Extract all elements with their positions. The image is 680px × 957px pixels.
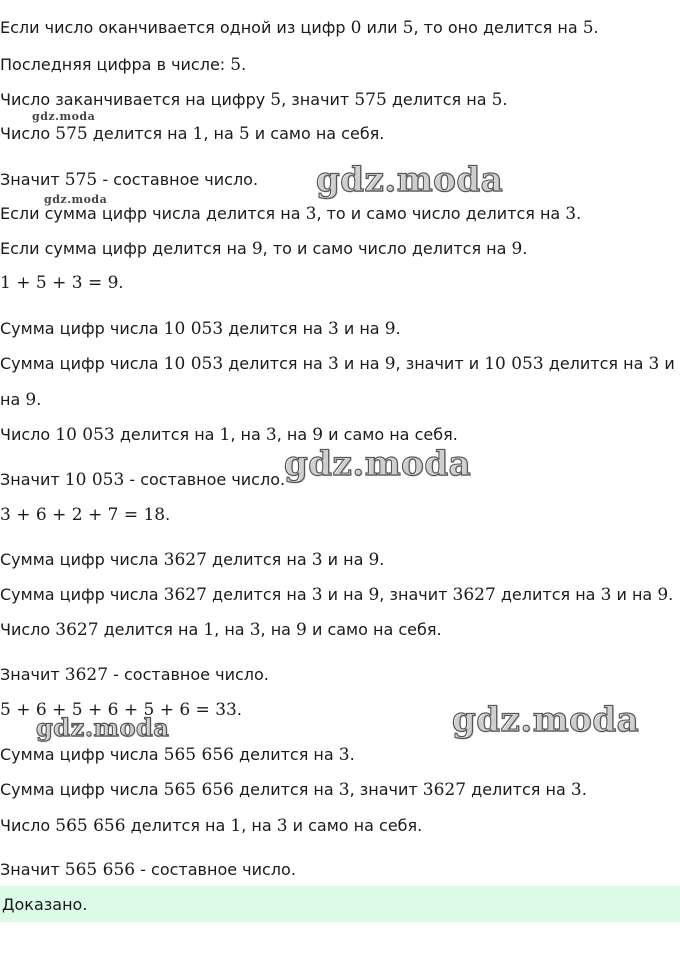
text-line	[0, 745, 355, 765]
text-line	[0, 550, 384, 570]
math-value: 3	[338, 780, 350, 800]
text-fragment: делится на	[233, 780, 339, 799]
text-fragment: , на	[214, 620, 250, 639]
text-fragment: .	[668, 585, 674, 604]
text-fragment: Число	[0, 620, 56, 639]
text-line	[0, 620, 442, 640]
text-fragment: и на	[322, 550, 369, 569]
math-value: 10 053	[64, 470, 125, 490]
conclusion-banner	[0, 886, 680, 922]
math-value: 9	[384, 319, 396, 339]
text-fragment: делится на	[114, 425, 220, 444]
text-fragment: .	[241, 55, 247, 74]
math-value: 1	[192, 124, 204, 144]
text-line	[0, 585, 673, 605]
math-value: 5	[491, 90, 503, 110]
watermark-small: gdz.moda	[44, 193, 108, 206]
text-fragment: Число	[0, 816, 56, 835]
math-value: 9	[368, 550, 380, 570]
math-value: 3	[570, 780, 582, 800]
math-value: 1	[230, 816, 242, 836]
text-fragment: .	[349, 745, 355, 764]
math-value: 10 053	[163, 354, 224, 374]
text-fragment: Сумма цифр числа	[0, 585, 164, 604]
text-fragment: Если число оканчивается одной из цифр	[0, 18, 351, 37]
text-fragment: , на	[260, 620, 297, 639]
text-line	[0, 204, 581, 224]
text-fragment: , то и само число делится на	[262, 239, 512, 258]
math-value: 3	[311, 585, 323, 605]
math-value: 10 053	[163, 319, 224, 339]
math-value: 3627	[64, 665, 109, 685]
math-value: 3	[249, 620, 261, 640]
text-fragment: делится на	[87, 124, 193, 143]
text-line	[0, 170, 258, 190]
text-line	[0, 425, 458, 445]
math-value: 5	[402, 18, 414, 38]
math-value: 3	[565, 204, 577, 224]
text-fragment: делится на	[125, 816, 231, 835]
math-value: 1	[203, 620, 215, 640]
math-value: 5	[230, 55, 242, 75]
math-value: 575	[55, 124, 88, 144]
conclusion-text: Доказано.	[2, 894, 88, 914]
text-fragment: .	[118, 273, 124, 292]
watermark-logo: gdz.moda	[316, 160, 504, 200]
math-value: 0	[350, 18, 362, 38]
math-value: 9	[25, 390, 37, 410]
text-fragment: .	[522, 239, 528, 258]
text-fragment: делится на	[206, 585, 312, 604]
text-fragment: Значит	[0, 470, 65, 489]
text-fragment: , значит	[281, 90, 355, 109]
text-fragment: - составное число.	[135, 860, 296, 879]
text-line	[0, 390, 41, 410]
math-value: 575	[64, 170, 98, 190]
text-fragment: Сумма цифр числа	[0, 745, 164, 764]
text-line	[0, 354, 675, 374]
text-line	[0, 860, 296, 880]
text-fragment: .	[576, 204, 582, 223]
math-value: 3627	[422, 780, 467, 800]
math-value: 565 656	[55, 816, 126, 836]
text-line	[0, 319, 401, 339]
text-fragment: Последняя цифра в числе:	[0, 55, 231, 74]
text-fragment: и само на себя.	[249, 124, 385, 143]
text-fragment: и само на себя.	[306, 620, 442, 639]
text-fragment: - составное число.	[124, 470, 286, 489]
text-fragment: и само на себя.	[287, 816, 423, 835]
math-value: 3627	[452, 585, 496, 605]
text-fragment: , на	[203, 124, 239, 143]
math-value: 565 656	[64, 860, 136, 880]
text-line	[0, 124, 384, 144]
math-value: 3627	[163, 550, 207, 570]
math-value: 9	[312, 425, 324, 445]
text-fragment: делится на	[466, 780, 571, 799]
text-fragment: Сумма цифр числа	[0, 319, 164, 338]
math-value: 1 + 5 + 3 = 9	[0, 273, 119, 293]
text-fragment: и на	[338, 319, 385, 338]
text-fragment: Значит	[0, 860, 65, 879]
text-fragment: .	[502, 90, 508, 109]
text-fragment: .	[379, 550, 385, 569]
math-value: 3627	[163, 585, 207, 605]
text-fragment: на	[0, 390, 26, 409]
math-value: 3627	[55, 620, 99, 640]
text-fragment: , то и само число делится на	[316, 204, 566, 223]
text-fragment: , значит и	[395, 354, 485, 373]
text-fragment: Сумма цифр числа	[0, 354, 164, 373]
text-fragment: Если сумма цифр делится на	[0, 239, 252, 258]
math-value: 9	[251, 239, 263, 259]
math-value: 3	[338, 745, 350, 765]
text-fragment: Если сумма цифр числа делится на	[0, 204, 306, 223]
text-fragment: делится на	[543, 354, 649, 373]
text-fragment: делится на	[206, 550, 312, 569]
text-line	[0, 239, 527, 259]
text-fragment: , значит	[349, 780, 423, 799]
math-value: 1	[219, 425, 231, 445]
math-value: 9	[657, 585, 669, 605]
text-fragment: .	[36, 390, 42, 409]
text-fragment: , на	[241, 816, 277, 835]
math-value: 575	[354, 90, 387, 110]
math-value: 565 656	[163, 780, 234, 800]
text-fragment: и на	[338, 354, 385, 373]
math-value: 9	[384, 354, 396, 374]
text-line	[0, 505, 170, 525]
text-fragment: Число	[0, 124, 56, 143]
watermark-small: gdz.moda	[32, 110, 96, 123]
text-fragment: Сумма цифр числа	[0, 550, 164, 569]
text-fragment: делится на	[98, 620, 204, 639]
text-fragment: и на	[322, 585, 369, 604]
text-fragment: .	[593, 18, 599, 37]
text-line	[0, 665, 269, 685]
math-value: 5	[582, 18, 594, 38]
math-value: 5 + 6 + 5 + 6 + 5 + 6 = 33	[0, 700, 237, 720]
text-fragment: .	[236, 700, 242, 719]
math-value: 3 + 6 + 2 + 7 = 18	[0, 505, 166, 525]
math-value: 5	[238, 124, 250, 144]
text-fragment: , на	[276, 425, 313, 444]
text-fragment: Число заканчивается на цифру	[0, 90, 271, 109]
text-fragment: или	[361, 18, 403, 37]
text-fragment: - составное число.	[108, 665, 269, 684]
text-fragment: Сумма цифр числа	[0, 780, 164, 799]
text-fragment: Число	[0, 425, 56, 444]
text-fragment: - составное число.	[97, 170, 259, 189]
text-line	[0, 470, 285, 490]
text-line	[0, 55, 246, 75]
text-fragment: делится на	[223, 354, 328, 373]
watermark-logo: gdz.moda	[452, 700, 640, 740]
text-fragment: делится на	[386, 90, 492, 109]
text-fragment: , значит	[379, 585, 453, 604]
text-fragment: .	[165, 505, 171, 524]
text-fragment: делится на	[233, 745, 339, 764]
text-fragment: .	[395, 319, 401, 338]
text-line	[0, 90, 508, 110]
math-value: 9	[296, 620, 307, 640]
math-value: 3	[305, 204, 317, 224]
text-fragment: Значит	[0, 170, 65, 189]
math-value: 9	[368, 585, 380, 605]
text-fragment: .	[581, 780, 587, 799]
math-value: 3	[600, 585, 612, 605]
text-fragment: делится на	[223, 319, 328, 338]
math-value: 3	[327, 354, 339, 374]
text-fragment: , на	[230, 425, 266, 444]
text-line	[0, 780, 587, 800]
text-line	[0, 273, 124, 293]
math-value: 3	[276, 816, 288, 836]
math-value: 3	[648, 354, 660, 374]
text-line	[0, 18, 599, 38]
math-value: 10 053	[484, 354, 544, 374]
text-line	[0, 816, 422, 836]
text-fragment: , то оно делится на	[413, 18, 583, 37]
math-value: 3	[265, 425, 277, 445]
math-value: 3	[311, 550, 323, 570]
text-fragment: Значит	[0, 665, 65, 684]
math-value: 10 053	[55, 425, 115, 445]
math-value: 5	[270, 90, 282, 110]
math-value: 9	[511, 239, 523, 259]
text-fragment: и на	[611, 585, 658, 604]
text-fragment: делится на	[495, 585, 601, 604]
math-value: 565 656	[163, 745, 234, 765]
watermark-logo: gdz.moda	[284, 444, 472, 484]
math-value: 3	[327, 319, 339, 339]
text-fragment: и	[659, 354, 675, 373]
text-fragment: и само на себя.	[323, 425, 458, 444]
watermark-logo: gdz.moda	[36, 713, 170, 742]
